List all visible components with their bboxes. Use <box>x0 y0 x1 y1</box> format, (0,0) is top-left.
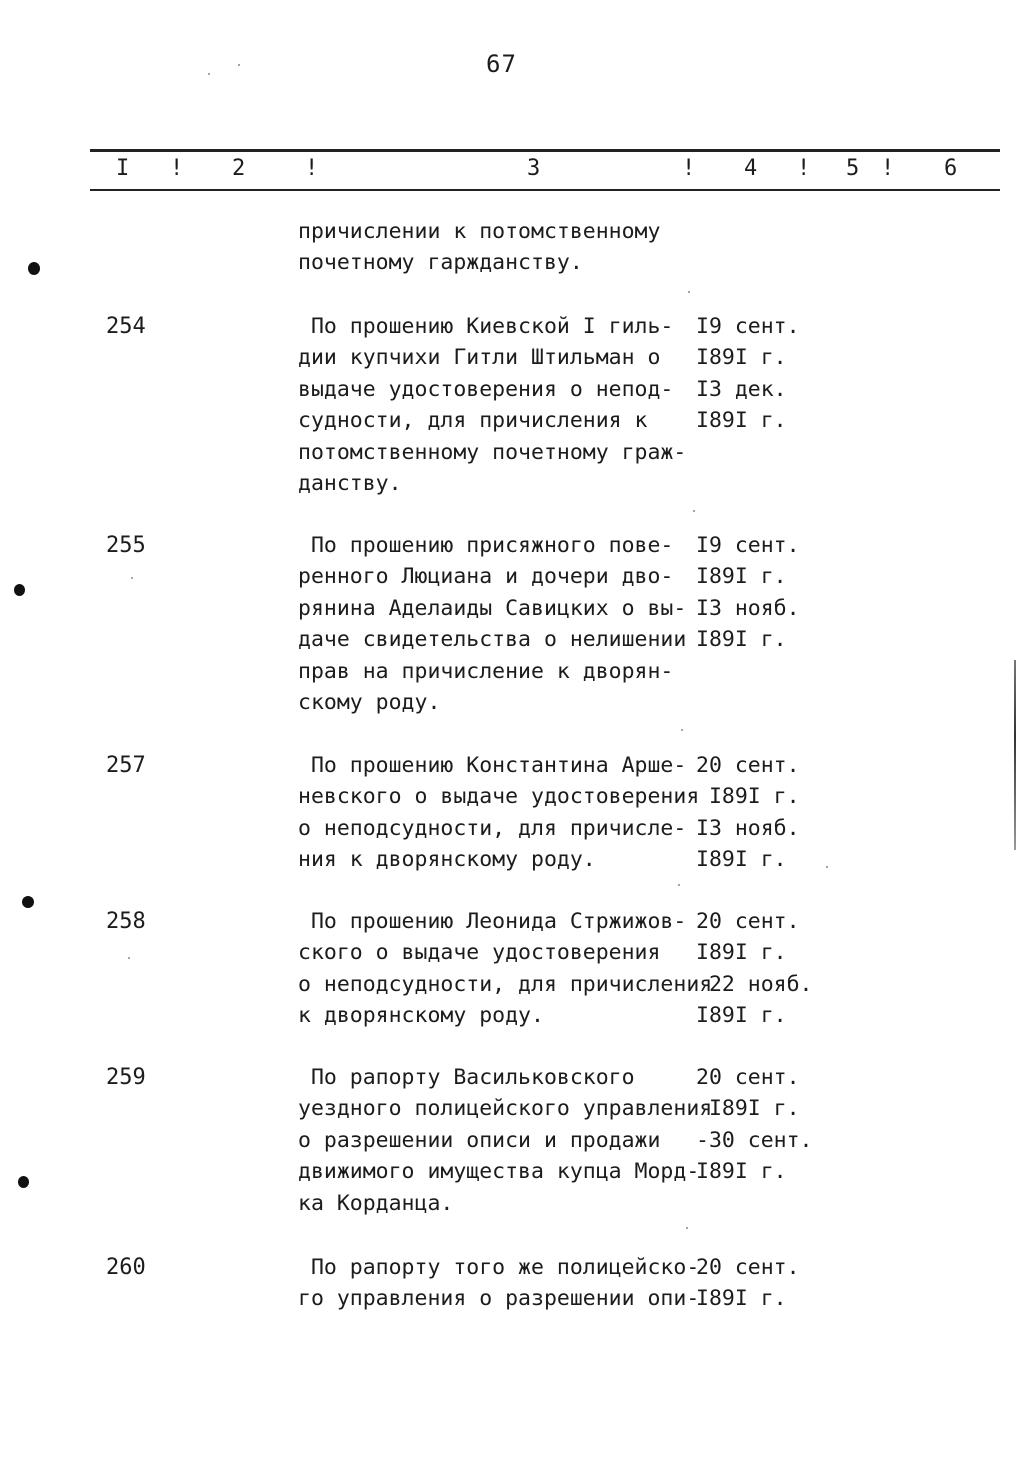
date-line: 20 сент. <box>696 909 800 934</box>
entry-description <box>298 750 698 876</box>
speck <box>688 291 690 293</box>
speck <box>208 73 210 75</box>
description-line: о разрешении описи и продажи <box>298 1127 661 1153</box>
entry-dates <box>696 1062 846 1188</box>
punch-hole-mark <box>22 896 34 908</box>
description-line: рянина Аделаиды Савицких о вы- <box>298 595 687 621</box>
column-separator: ! <box>797 156 811 181</box>
description-line: ния к дворянскому роду. <box>298 847 596 873</box>
scan-edge-mark <box>1014 660 1016 850</box>
table-top-rule <box>90 149 1000 152</box>
date-line: I3 нояб. <box>696 595 800 621</box>
date-line: I9 сент. <box>696 533 800 558</box>
description-line: потомственному почетному граж- <box>298 439 687 465</box>
entry-number: 257 <box>106 753 146 778</box>
date-line: 20 сент. <box>696 1255 800 1280</box>
date-line: 22 нояб. <box>696 971 813 997</box>
date-line: I3 нояб. <box>696 815 800 841</box>
date-line: I89I г. <box>696 847 787 873</box>
column-header-1: I <box>116 156 130 181</box>
speck <box>131 577 133 579</box>
description-line: По рапорту Васильковского <box>298 1065 635 1090</box>
description-line: По рапорту того же полицейско- <box>298 1255 700 1280</box>
column-separator: ! <box>305 156 319 181</box>
description-line: о неподсудности, для причисле- <box>298 815 687 841</box>
description-line: По прошению Леонида Стржижов- <box>298 909 687 934</box>
description-line: дии купчихи Гитли Штильман о <box>298 345 661 371</box>
description-line: почетному гаржданству. <box>298 250 583 276</box>
date-line: I89I г. <box>696 1286 787 1312</box>
description-line: ренного Люциана и дочери дво- <box>298 564 674 590</box>
date-line: 20 сент. <box>696 753 800 778</box>
entry-description <box>298 311 698 499</box>
entry-dates <box>696 530 846 656</box>
entry-description <box>298 906 713 1032</box>
description-line: судности, для причисления к <box>298 408 648 434</box>
entry-dates <box>696 906 846 1032</box>
column-separator: ! <box>682 156 696 181</box>
column-header-5: 5 <box>846 156 860 181</box>
entry-number: 258 <box>106 909 146 934</box>
entry-number: 259 <box>106 1065 146 1090</box>
column-header-2: 2 <box>232 156 246 181</box>
date-line: I89I г. <box>696 627 787 653</box>
column-separator: ! <box>170 156 184 181</box>
entry-description <box>298 216 698 279</box>
description-line: невского о выдаче удостоверения <box>298 784 700 810</box>
date-line: I89I г. <box>696 408 787 434</box>
page-number: 67 <box>486 50 517 78</box>
punch-hole-mark <box>28 262 40 275</box>
column-header-4: 4 <box>744 156 758 181</box>
punch-hole-mark <box>18 1176 29 1188</box>
column-header-3: 3 <box>527 156 541 181</box>
date-line: I89I г. <box>696 1096 800 1122</box>
speck <box>693 510 695 512</box>
date-line: I3 дек. <box>696 376 787 402</box>
punch-hole-mark <box>14 584 25 596</box>
speck <box>678 884 680 886</box>
description-line: ского о выдаче удостоверения <box>298 940 661 966</box>
date-line: I89I г. <box>696 345 787 371</box>
date-line: I89I г. <box>696 940 787 966</box>
description-line: к дворянскому роду. <box>298 1003 544 1029</box>
entry-description <box>298 530 698 718</box>
date-line: I89I г. <box>696 1003 787 1029</box>
description-line: По прошению Константина Арше- <box>298 753 687 778</box>
entry-number: 254 <box>106 314 146 339</box>
description-line: причислении к потомственному <box>298 219 661 244</box>
date-line: -30 сент. <box>696 1127 813 1153</box>
table-header-bottom-rule <box>90 189 1000 191</box>
description-line: даче свидетельства о нелишении <box>298 627 687 653</box>
speck <box>238 64 240 66</box>
entry-number: 260 <box>106 1255 146 1280</box>
description-line: По прошению Киевской I гиль- <box>298 314 674 339</box>
description-line: По прошению присяжного пове- <box>298 533 674 558</box>
entry-description <box>298 1252 698 1315</box>
description-line: го управления о разрешении опи- <box>298 1286 700 1312</box>
speck <box>128 957 130 959</box>
date-line: I9 сент. <box>696 314 800 339</box>
speck <box>681 729 683 731</box>
entry-dates <box>696 1252 846 1315</box>
entry-number: 255 <box>106 533 146 558</box>
description-line: прав на причисление к дворян- <box>298 658 674 684</box>
description-line: движимого имущества купца Морд- <box>298 1159 700 1185</box>
date-line: I89I г. <box>696 1159 787 1185</box>
date-line: 20 сент. <box>696 1065 800 1090</box>
speck <box>686 1227 688 1229</box>
description-line: скому роду. <box>298 689 441 715</box>
date-line: I89I г. <box>696 564 787 590</box>
column-header-6: 6 <box>944 156 958 181</box>
description-line: о неподсудности, для причисления <box>298 971 713 997</box>
description-line: уездного полицейского управления <box>298 1096 713 1122</box>
entry-dates <box>696 750 846 876</box>
description-line: выдаче удостоверения о непод- <box>298 376 674 402</box>
description-line: данству. <box>298 470 402 496</box>
entry-description <box>298 1062 713 1219</box>
description-line: ка Корданца. <box>298 1190 454 1216</box>
speck <box>826 866 828 868</box>
entry-dates <box>696 311 846 437</box>
date-line: I89I г. <box>696 784 800 810</box>
column-separator: ! <box>881 156 895 181</box>
